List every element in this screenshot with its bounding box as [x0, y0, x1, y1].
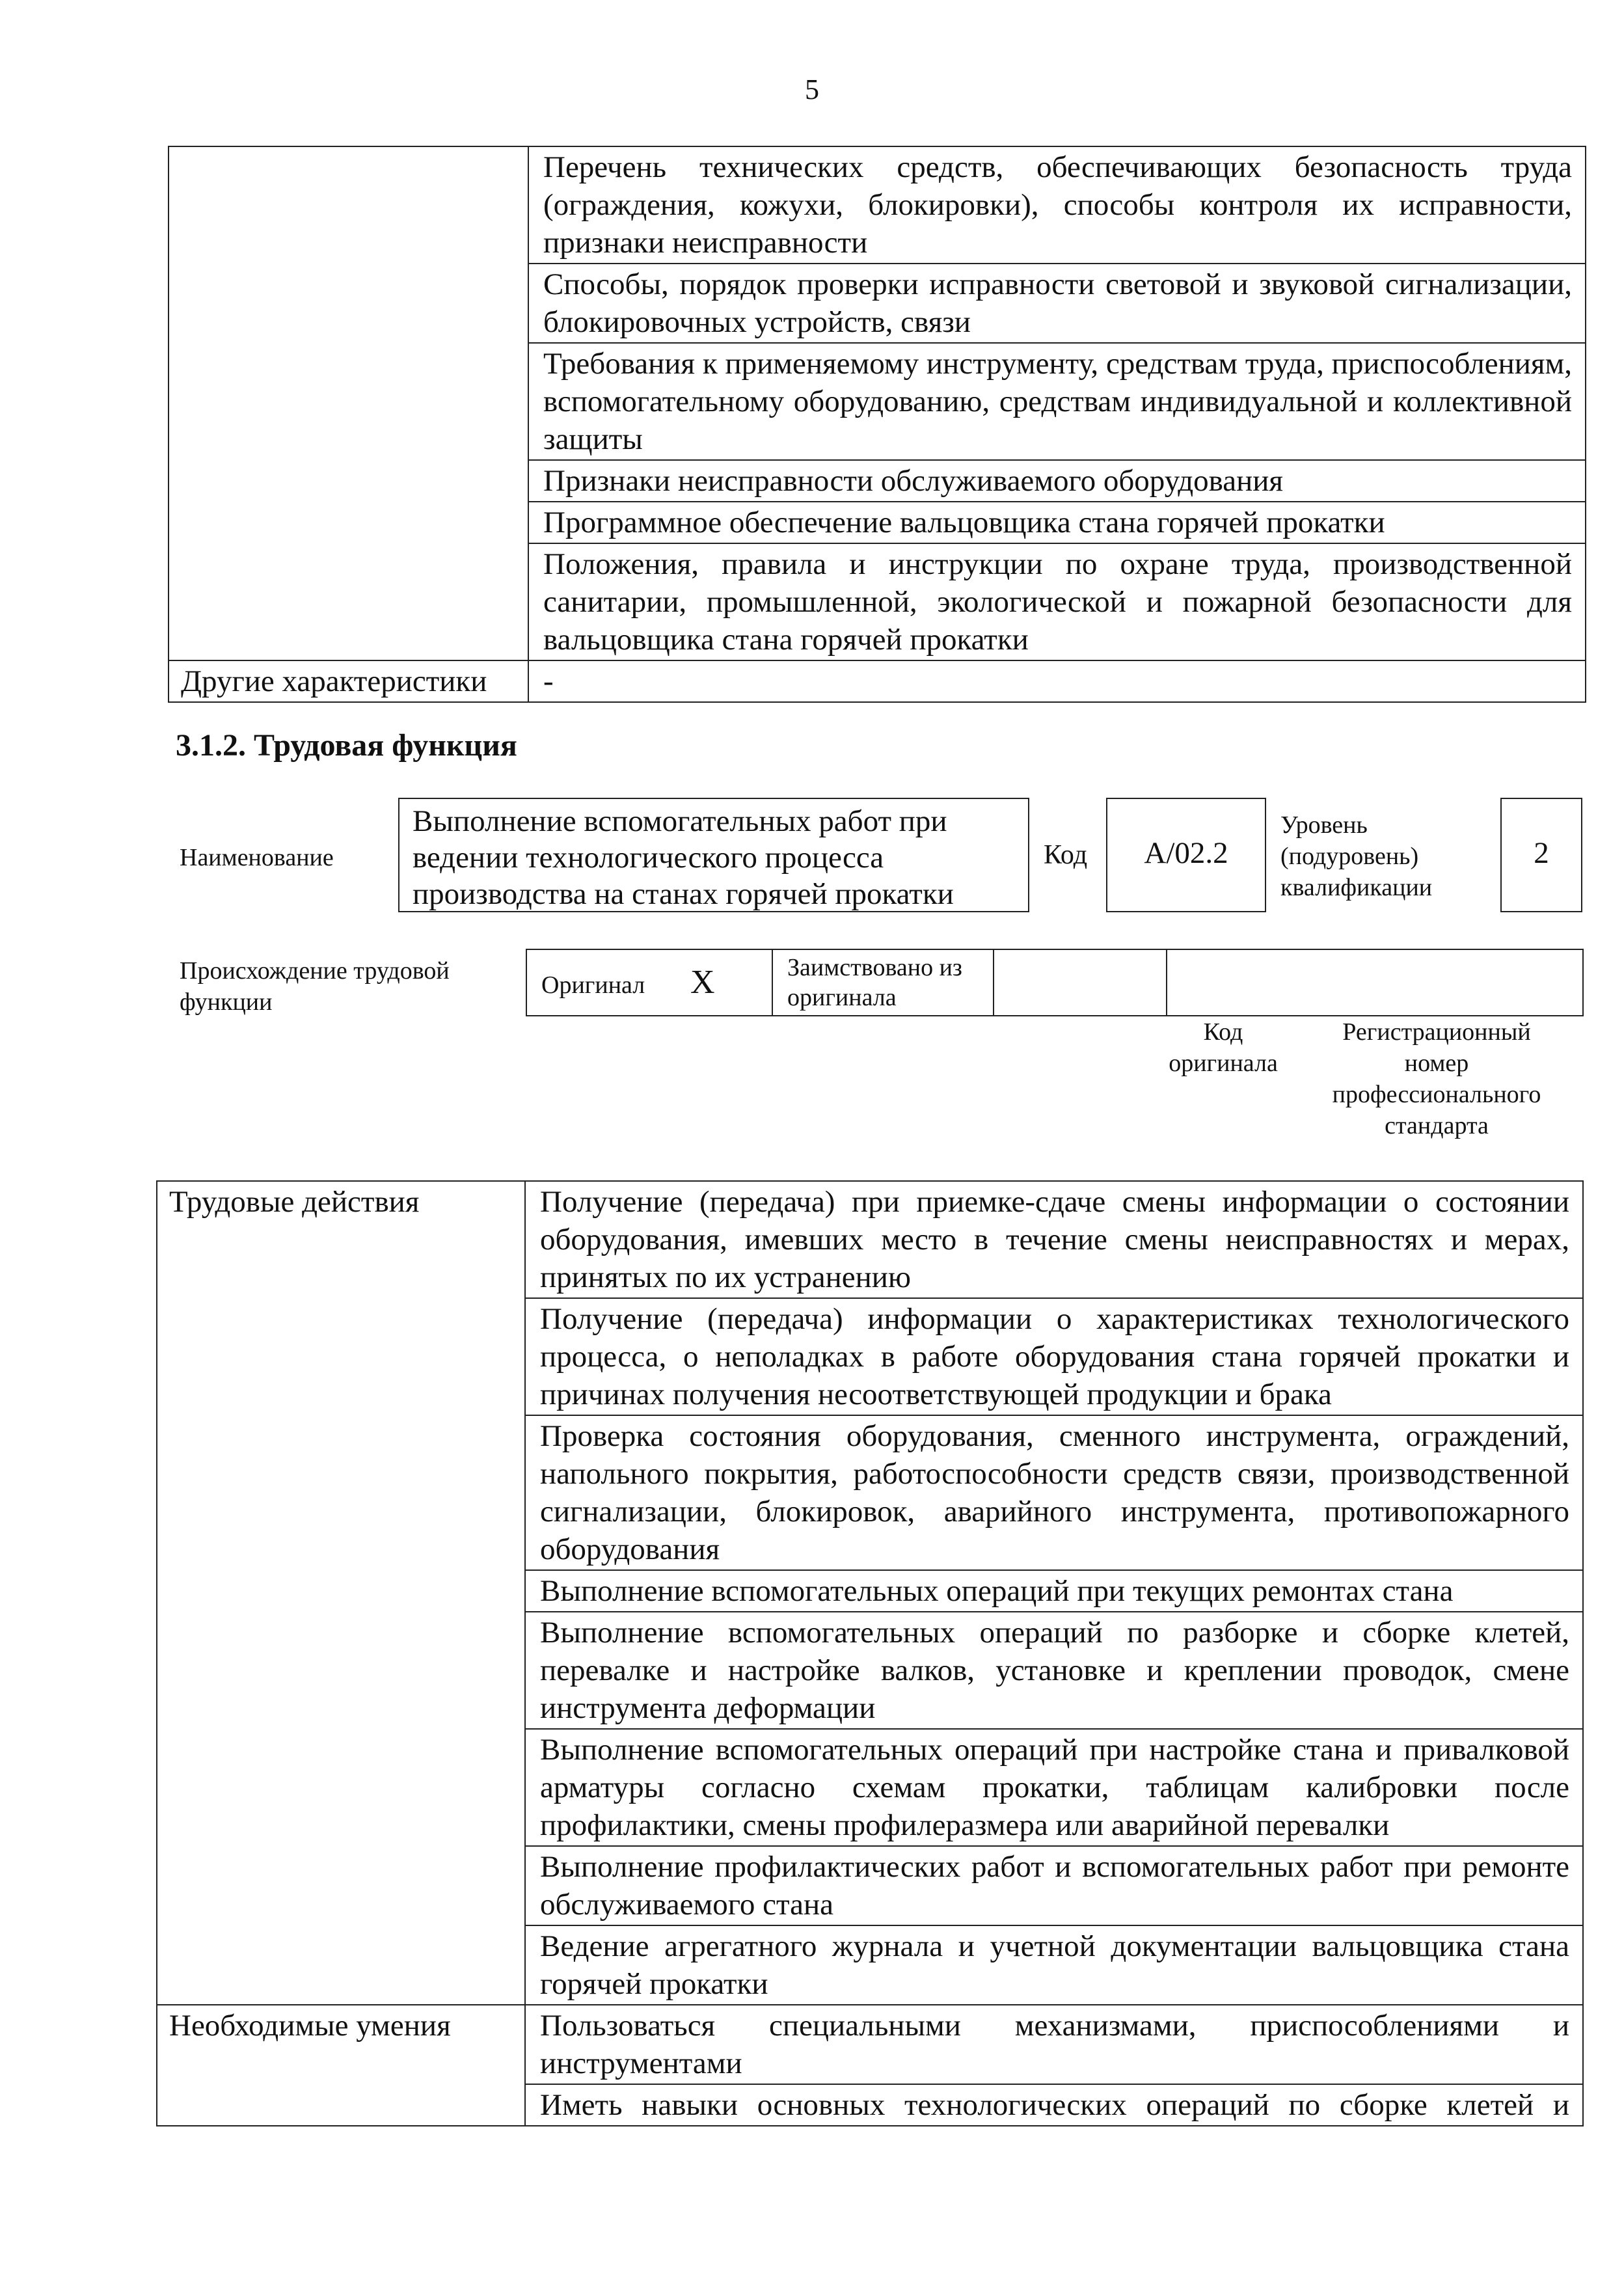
knowledge-label-cell	[169, 146, 528, 660]
borrowed-label: Заимствовано из оригинала	[772, 949, 994, 1016]
name-value: Выполнение вспомогательных работ при ведении технологического процесса производства на станах горячей прокатки	[413, 804, 954, 911]
code-original-caption: Код оригинала	[1169, 1018, 1278, 1077]
other-characteristics-label: Другие характеристики	[169, 660, 528, 702]
level-value-box	[1500, 798, 1582, 912]
original-mark: X	[690, 963, 715, 1001]
code-original-cell	[994, 949, 1167, 1016]
action-item: Получение (передача) информации о характеристиках технологического процесса, о неполадках в работе оборудования стана горячей прокатки и причинах получения несоответствующей продукции и брака	[525, 1298, 1583, 1415]
code-label: Код	[1044, 840, 1088, 870]
level-label-line: квалификации	[1280, 874, 1433, 901]
knowledge-item: Программное обеспечение вальцовщика стана горячей прокатки	[528, 502, 1586, 543]
action-item: Выполнение профилактических работ и вспомогательных работ при ремонте обслуживаемого стана	[525, 1846, 1583, 1925]
original-cell	[526, 949, 772, 1016]
level-value: 2	[1534, 836, 1549, 870]
original-label: Оригинал	[541, 971, 645, 999]
skills-label: Необходимые умения	[157, 2005, 525, 2126]
action-item: Получение (передача) при приемке-сдаче смены информации о состоянии оборудования, имевших место в течение смены неисправностях и мерах, принятых по их устранению	[525, 1181, 1583, 1298]
action-item: Выполнение вспомогательных операций при настройке стана и привалковой арматуры согласно схемам прокатки, таблицам калибровки после профилактики, смены профилеразмера или аварийной перевалки	[525, 1729, 1583, 1846]
knowledge-item: Способы, порядок проверки исправности световой и звуковой сигнализации, блокировочных устройств, связи	[528, 264, 1586, 343]
knowledge-item: Признаки неисправности обслуживаемого оборудования	[528, 460, 1586, 502]
actions-label: Трудовые действия	[157, 1181, 525, 2005]
knowledge-table	[168, 146, 1586, 703]
reg-number-cell	[1167, 949, 1583, 1016]
origin-label: Происхождение трудовой функции	[180, 957, 450, 1016]
knowledge-item: Перечень технических средств, обеспечивающих безопасность труда (ограждения, кожухи, блокировки), способы контроля их исправности, признаки неисправности	[528, 146, 1586, 264]
other-characteristics-value: -	[528, 660, 1586, 702]
section-heading: 3.1.2. Трудовая функция	[176, 728, 517, 763]
page-number: 5	[805, 74, 819, 105]
level-label-line: (подуровень)	[1280, 843, 1419, 870]
level-label	[1280, 809, 1432, 903]
skill-item: Пользоваться специальными механизмами, приспособлениями и инструментами	[525, 2005, 1583, 2084]
action-item: Ведение агрегатного журнала и учетной документации вальцовщика стана горячей прокатки	[525, 1925, 1583, 2005]
level-label-line: Уровень	[1280, 811, 1368, 839]
reg-number-caption: Регистрационный номер профессионального стандарта	[1332, 1018, 1541, 1139]
code-value: А/02.2	[1144, 836, 1228, 870]
knowledge-item: Требования к применяемому инструменту, средствам труда, приспособлениям, вспомогательному оборудованию, средствам индивидуальной и коллективной защиты	[528, 343, 1586, 460]
action-item: Выполнение вспомогательных операций по разборке и сборке клетей, перевалке и настройке валков, установке и креплении проводок, смене инструмента деформации	[525, 1612, 1583, 1729]
name-label: Наименование	[180, 844, 334, 871]
action-item: Проверка состояния оборудования, сменного инструмента, ограждений, напольного покрытия, работоспособности средств связи, производственной сигнализации, блокировок, аварийного инструмента, противопожарного оборудования	[525, 1415, 1583, 1570]
code-value-box	[1106, 798, 1266, 912]
knowledge-item: Положения, правила и инструкции по охране труда, производственной санитарии, промышленной, экологической и пожарной безопасности для вальцовщика стана горячей прокатки	[528, 543, 1586, 660]
actions-table	[156, 1180, 1584, 2126]
skill-item: Иметь навыки основных технологических операций по сборке клетей и	[525, 2084, 1583, 2126]
name-value-box	[398, 798, 1029, 912]
action-item: Выполнение вспомогательных операций при текущих ремонтах стана	[525, 1570, 1583, 1612]
origin-table	[526, 949, 1584, 1016]
